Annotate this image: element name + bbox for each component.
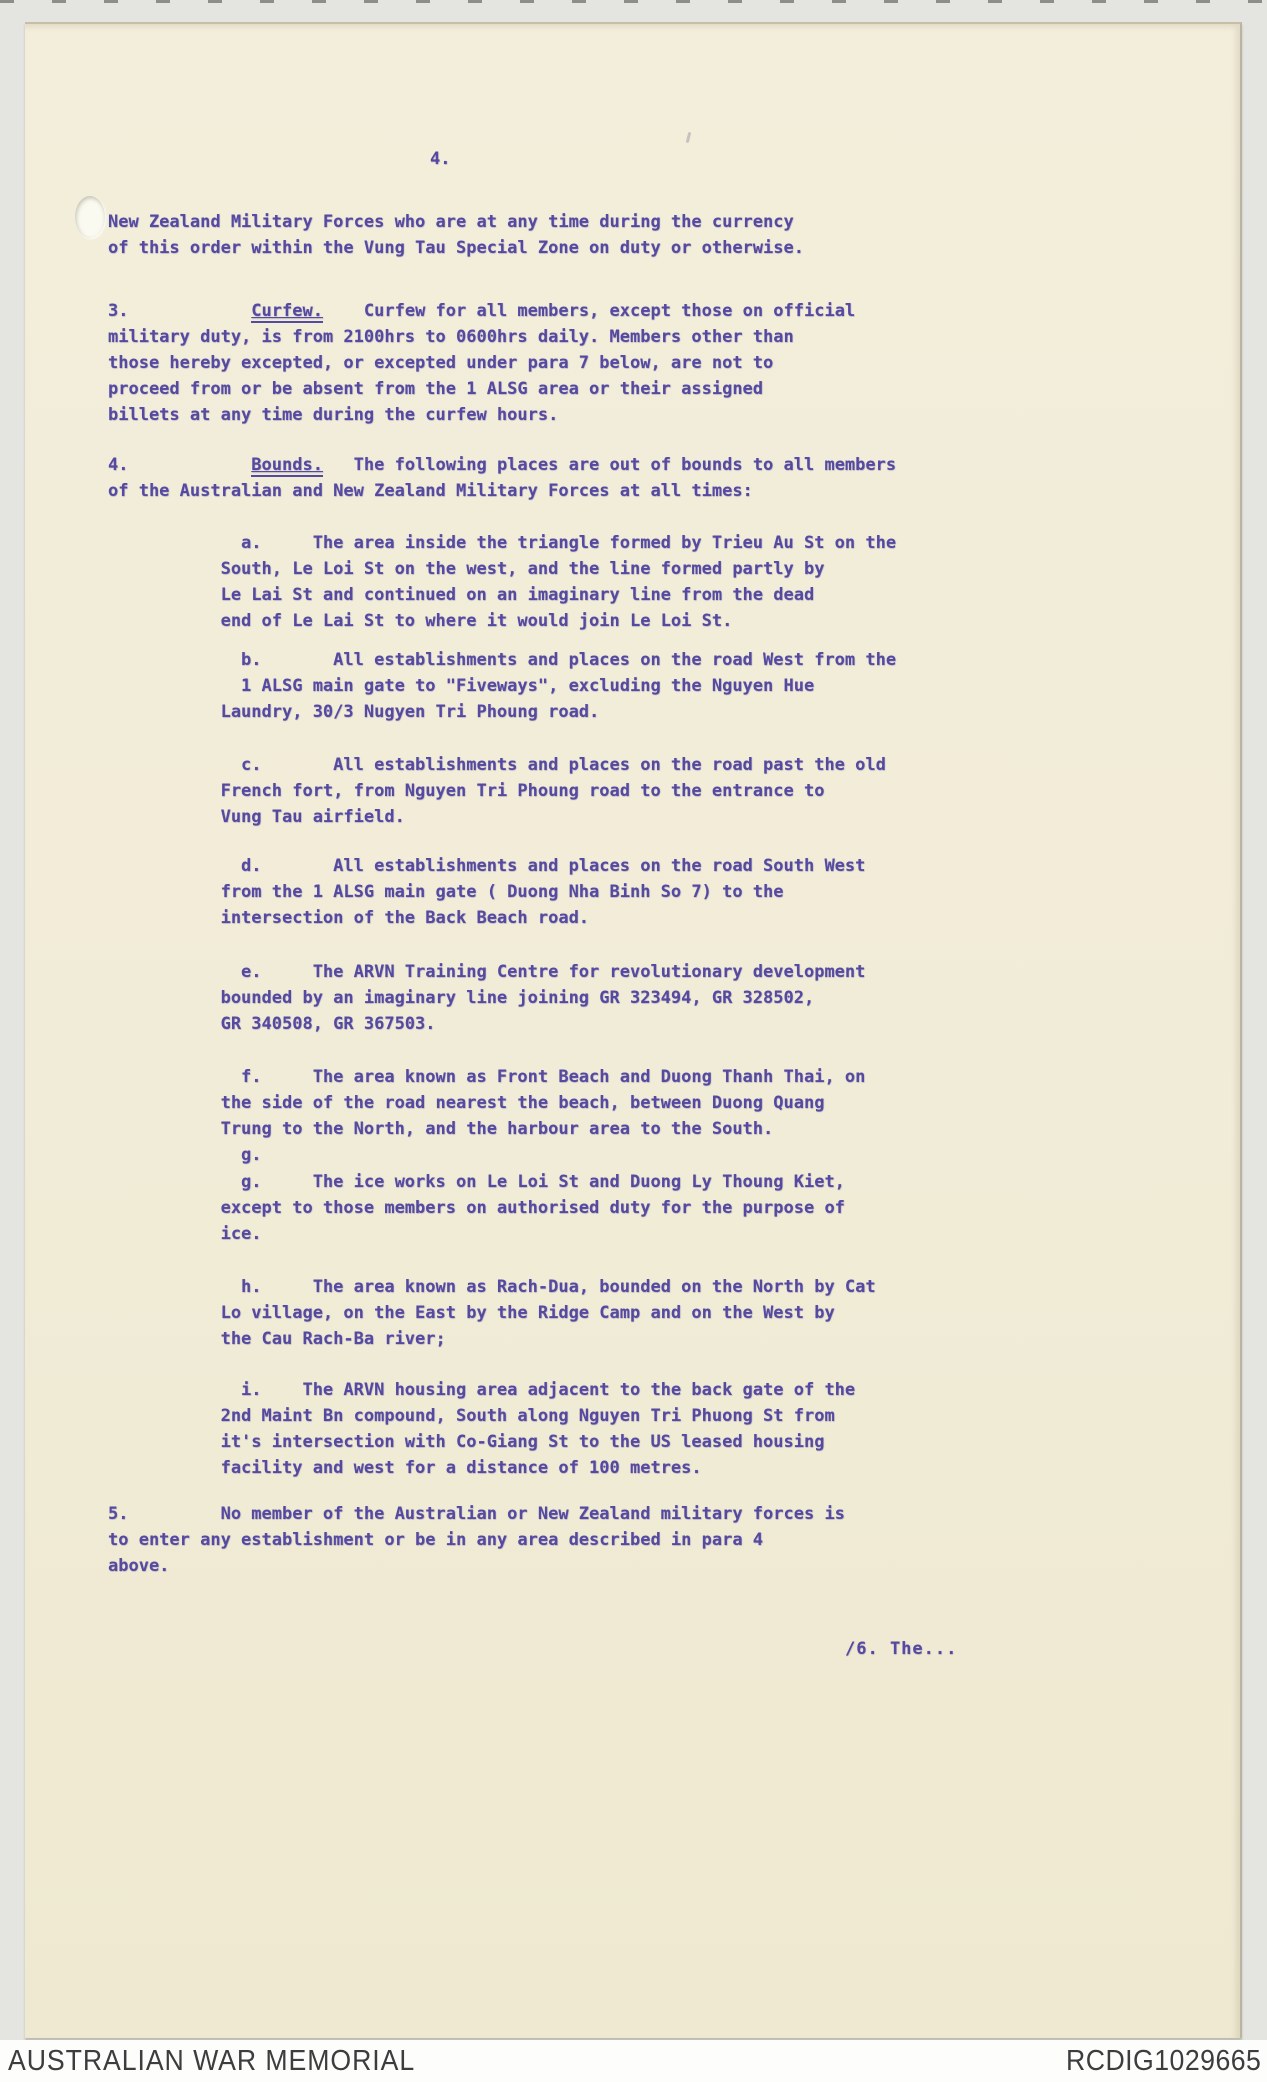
text-line: military duty, is from 2100hrs to 0600hrs daily. Members other than [108, 327, 794, 347]
text-line: a. The area inside the triangle formed by Trieu Au St on the [108, 533, 897, 553]
page-number: 4. [430, 149, 451, 169]
text-line: 2nd Maint Bn compound, South along Nguyen Tri Phuong St from [108, 1406, 835, 1426]
text-line: from the 1 ALSG main gate ( Duong Nha Binh So 7) to the [108, 882, 784, 902]
text-line: to enter any establishment or be in any area described in para 4 [108, 1530, 764, 1550]
continuation-marker: /6. The... [845, 1639, 958, 1659]
paragraph [108, 853, 865, 931]
paragraph [108, 530, 896, 634]
text-line: facility and west for a distance of 100 metres. [108, 1458, 702, 1478]
text-line: 1 ALSG main gate to "Fiveways", excluding the Nguyen Hue [108, 676, 815, 696]
text-line: Vung Tau airfield. [108, 807, 405, 827]
paragraph [108, 209, 804, 261]
footer-bar [0, 2040, 1267, 2082]
paragraph [108, 647, 896, 725]
text-line: Laundry, 30/3 Nugyen Tri Phoung road. [108, 702, 600, 722]
paragraph [108, 1274, 876, 1352]
text-line: the Cau Rach-Ba river; [108, 1329, 446, 1349]
underlined-heading: Bounds. [251, 455, 323, 475]
paragraph [108, 298, 855, 428]
text-line: French fort, from Nguyen Tri Phoung road to the entrance to [108, 781, 825, 801]
text-line: 5. No member of the Australian or New Zealand military forces is [108, 1504, 845, 1524]
paragraph [108, 1064, 865, 1168]
text-line: those hereby excepted, or excepted under para 7 below, are not to [108, 353, 774, 373]
catalog-id: RCDIG1029665 [1065, 2045, 1261, 2077]
paragraph [108, 959, 865, 1037]
text-line: i. The ARVN housing area adjacent to the back gate of the [108, 1380, 856, 1400]
paragraph [108, 452, 896, 504]
text-line: it's intersection with Co-Giang St to the US leased housing [108, 1432, 825, 1452]
paragraph [108, 1501, 845, 1579]
text-line: Le Lai St and continued on an imaginary line from the dead [108, 585, 815, 605]
text-line: b. All establishments and places on the road West from the [108, 650, 897, 670]
text-line: 3. Curfew. Curfew for all members, except those on official [108, 301, 856, 321]
underlined-heading: Curfew. [251, 301, 323, 321]
text-line: of this order within the Vung Tau Special Zone on duty or otherwise. [108, 238, 804, 258]
text-line: c. All establishments and places on the road past the old [108, 755, 886, 775]
text-line: GR 340508, GR 367503. [108, 1014, 436, 1034]
text-line: g. The ice works on Le Loi St and Duong Ly Thoung Kiet, [108, 1172, 845, 1192]
text-line: New Zealand Military Forces who are at any time during the currency [108, 212, 794, 232]
text-line: ice. [108, 1224, 262, 1244]
text-line: the side of the road nearest the beach, between Duong Quang [108, 1093, 825, 1113]
text-line: f. The area known as Front Beach and Duong Thanh Thai, on [108, 1067, 866, 1087]
text-line: e. The ARVN Training Centre for revolutionary development [108, 962, 866, 982]
text-line: intersection of the Back Beach road. [108, 908, 590, 928]
text-line: 4. Bounds. The following places are out of bounds to all members [108, 455, 897, 475]
text-line: proceed from or be absent from the 1 ALSG area or their assigned [108, 379, 764, 399]
text-line: billets at any time during the curfew hours. [108, 405, 559, 425]
text-line: g. [108, 1145, 262, 1165]
paragraph [108, 752, 886, 830]
text-line: end of Le Lai St to where it would join Le Loi St. [108, 611, 733, 631]
text-line: above. [108, 1556, 170, 1576]
text-line: bounded by an imaginary line joining GR 323494, GR 328502, [108, 988, 815, 1008]
text-line: Lo village, on the East by the Ridge Camp and on the West by [108, 1303, 835, 1323]
text-line: of the Australian and New Zealand Military Forces at all times: [108, 481, 753, 501]
text-line: except to those members on authorised duty for the purpose of [108, 1198, 845, 1218]
paragraph [108, 1377, 855, 1481]
text-line: d. All establishments and places on the road South West [108, 856, 866, 876]
paragraph [108, 1169, 845, 1247]
archive-name: AUSTRALIAN WAR MEMORIAL [8, 2045, 416, 2077]
text-line: h. The area known as Rach-Dua, bounded on the North by Cat [108, 1277, 876, 1297]
text-line: South, Le Loi St on the west, and the line formed partly by [108, 559, 825, 579]
text-line: Trung to the North, and the harbour area to the South. [108, 1119, 774, 1139]
